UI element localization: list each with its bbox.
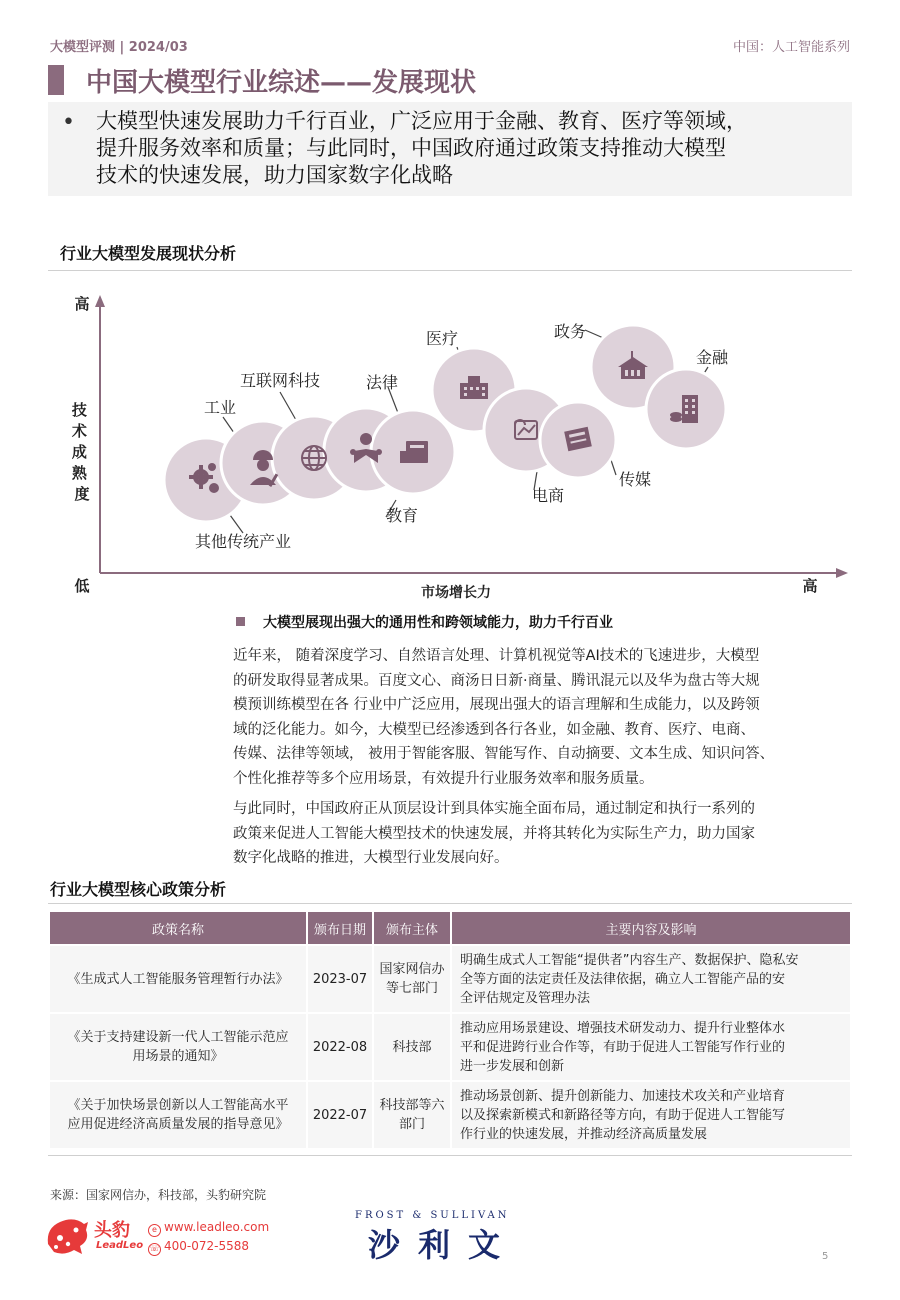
square-bullet-icon (236, 617, 245, 626)
summary-text (96, 108, 836, 189)
content-cell (452, 1082, 850, 1148)
phone-text: 400-072-5588 (164, 1239, 250, 1253)
label-education: 教育 (385, 506, 419, 525)
issuer-cell (374, 1082, 450, 1148)
brand-name-cn: 头豹 (94, 1220, 130, 1241)
content-cell (452, 946, 850, 1012)
cell-line: 平和促进跨行业合作等，有助于促进人工智能写作行业的 (460, 1039, 786, 1055)
y-axis-label (71, 401, 92, 503)
issuer-cell (374, 1014, 450, 1080)
industry-circles (164, 325, 726, 522)
source-note: 来源：国家网信办，科技部，头豹研究院 (50, 1188, 267, 1202)
section-title-status: 行业大模型发展现状分析 (60, 244, 237, 263)
label-government: 政务 (553, 322, 587, 341)
analysis-paragraph-1 (233, 644, 861, 791)
y-axis-label-char: 技 (71, 401, 87, 419)
header-report-tag: 大模型评测 | 2024/03 (50, 40, 188, 55)
date-cell: 2022-08 (308, 1014, 372, 1080)
y-axis-label-char: 术 (71, 422, 87, 440)
contact-phone[interactable] (148, 1239, 249, 1256)
frost-sullivan-logo-cn: 沙利文 (368, 1226, 519, 1264)
brand-name-en: LeadLeo (96, 1240, 144, 1251)
table-header-row (50, 912, 850, 944)
contact-website[interactable] (148, 1220, 269, 1237)
y-axis-label-char: 成 (71, 443, 87, 461)
cell-line: 《关于加快场景创新以人工智能高水平 (67, 1098, 289, 1113)
frost-sullivan-logo-en: FROST & SULLIVAN (355, 1210, 510, 1221)
policy-name-cell (50, 1014, 306, 1080)
y-axis-low: 低 (74, 577, 90, 595)
summary-line: 技术的快速发展，助力国家数字化战略 (96, 163, 453, 187)
table-row (50, 1082, 850, 1148)
paragraph-line: 传媒、法律等领域， 被用于智能客服、智能写作、自动摘要、文本生成、知识问答、 (233, 746, 775, 762)
x-axis-label: 市场增长力 (421, 585, 491, 601)
cell-line: 以及探索新模式和新路径等方向，有助于促进人工智能写 (460, 1107, 786, 1123)
x-axis-high: 高 (802, 577, 818, 595)
label-traditional: 其他传统产业 (194, 532, 292, 551)
cell-line: 应用促进经济高质量发展的指导意见》 (67, 1117, 289, 1132)
date-cell: 2022-07 (308, 1082, 372, 1148)
page-number: 5 (822, 1251, 829, 1262)
paragraph-line: 近年来， 随着深度学习、自然语言处理、计算机视觉等AI技术的飞速进步，大模型 (233, 648, 760, 664)
cell-line: 推动场景创新、提升创新能力、加速技术攻关和产业培育 (460, 1088, 786, 1104)
section-title-policy: 行业大模型核心政策分析 (50, 880, 227, 899)
summary-line: 大模型快速发展助力千行百业，广泛应用于金融、教育、医疗等领域， (96, 109, 747, 133)
label-medical: 医疗 (425, 329, 459, 348)
label-industry: 工业 (203, 398, 237, 417)
summary-line: 提升服务效率和质量；与此同时，中国政府通过政策支持推动大模型 (96, 136, 726, 160)
cell-line: 国家网信办 (379, 962, 445, 977)
paragraph-line: 政策来促进人工智能大模型技术的快速发展，并将其转化为实际生产力，助力国家 (233, 825, 755, 842)
policy-table (48, 910, 852, 1150)
cell-line: 作行业的快速发展，并推动经济高质量发展 (460, 1126, 708, 1142)
title-accent-bar (48, 65, 64, 95)
table-row (50, 946, 850, 1012)
cell-line: 全评估规定及管理办法 (460, 990, 591, 1006)
date-cell: 2023-07 (308, 946, 372, 1012)
summary-bullet: • (62, 110, 75, 135)
cell-line: 科技部 (392, 1039, 432, 1055)
cell-line: 全等方面的法定责任及法律依据，确立人工智能产品的安 (460, 971, 786, 987)
cell-line: 《关于支持建设新一代人工智能示范应 (67, 1030, 289, 1045)
analysis-heading (236, 612, 613, 632)
header-date: 颁布日期 (308, 912, 372, 944)
page-title: 中国大模型行业综述——发展现状 (86, 68, 477, 98)
paragraph-line: 个性化推荐等多个应用场景，有效提升行业服务效率和服务质量。 (233, 770, 654, 787)
label-internet: 互联网科技 (239, 371, 321, 390)
table-row (50, 1014, 850, 1080)
y-axis-high: 高 (74, 295, 90, 313)
header-content: 主要内容及影响 (452, 912, 850, 944)
analysis-heading-text: 大模型展现出强大的通用性和跨领域能力，助力千行百业 (263, 615, 613, 631)
label-law: 法律 (365, 373, 399, 392)
industry-status-diagram (48, 285, 852, 605)
header-series: 中国：人工智能系列 (732, 40, 850, 55)
cell-line: 科技部等六 (379, 1098, 445, 1113)
cell-line: 《生成式人工智能服务管理暂行办法》 (67, 971, 289, 987)
y-axis-label-char: 熟 (71, 464, 87, 482)
issuer-cell (374, 946, 450, 1012)
label-finance: 金融 (695, 348, 729, 367)
cell-line: 部门 (398, 1117, 425, 1132)
cell-line: 进一步发展和创新 (460, 1058, 565, 1074)
label-media: 传媒 (618, 470, 652, 489)
cell-line: 等七部门 (385, 981, 438, 996)
section-divider (48, 903, 852, 904)
paragraph-line: 数字化战略的推进，大模型行业发展向好。 (233, 850, 509, 866)
summary-box (48, 102, 852, 196)
leopard-logo-icon (44, 1214, 90, 1258)
phone-icon: ☏ (148, 1243, 161, 1256)
header-policy-name: 政策名称 (50, 912, 306, 944)
paragraph-line: 模预训练模型在各 行业中广泛应用，展现出强大的语言理解和生成能力，以及跨领 (233, 697, 760, 713)
paragraph-line: 与此同时，中国政府正从顶层设计到具体实施全面布局，通过制定和执行一系列的 (233, 801, 755, 817)
label-ecommerce: 电商 (531, 486, 565, 505)
policy-name-cell (50, 1082, 306, 1148)
section-divider (48, 270, 852, 271)
y-axis-label-char: 度 (74, 485, 90, 503)
paragraph-line: 域的泛化能力。如今，大模型已经渗透到各行各业，如金融、教育、医疗、电商、 (233, 721, 755, 738)
policy-name-cell (50, 946, 306, 1012)
cell-line: 推动应用场景建设、增强技术研发动力、提升行业整体水 (460, 1020, 786, 1036)
table-bottom-rule (48, 1155, 852, 1156)
cell-line: 明确生成式人工智能“提供者”内容生产、数据保护、隐私安 (460, 952, 799, 968)
web-icon: e (148, 1224, 161, 1237)
paragraph-line: 的研发取得显著成果。百度文心、商汤日日新·商量、腾讯混元以及华为盘古等大规 (233, 672, 760, 689)
analysis-paragraph-2 (233, 797, 861, 871)
website-text: www.leadleo.com (164, 1220, 270, 1234)
header-issuer: 颁布主体 (374, 912, 450, 944)
content-cell (452, 1014, 850, 1080)
cell-line: 用场景的通知》 (132, 1049, 224, 1064)
